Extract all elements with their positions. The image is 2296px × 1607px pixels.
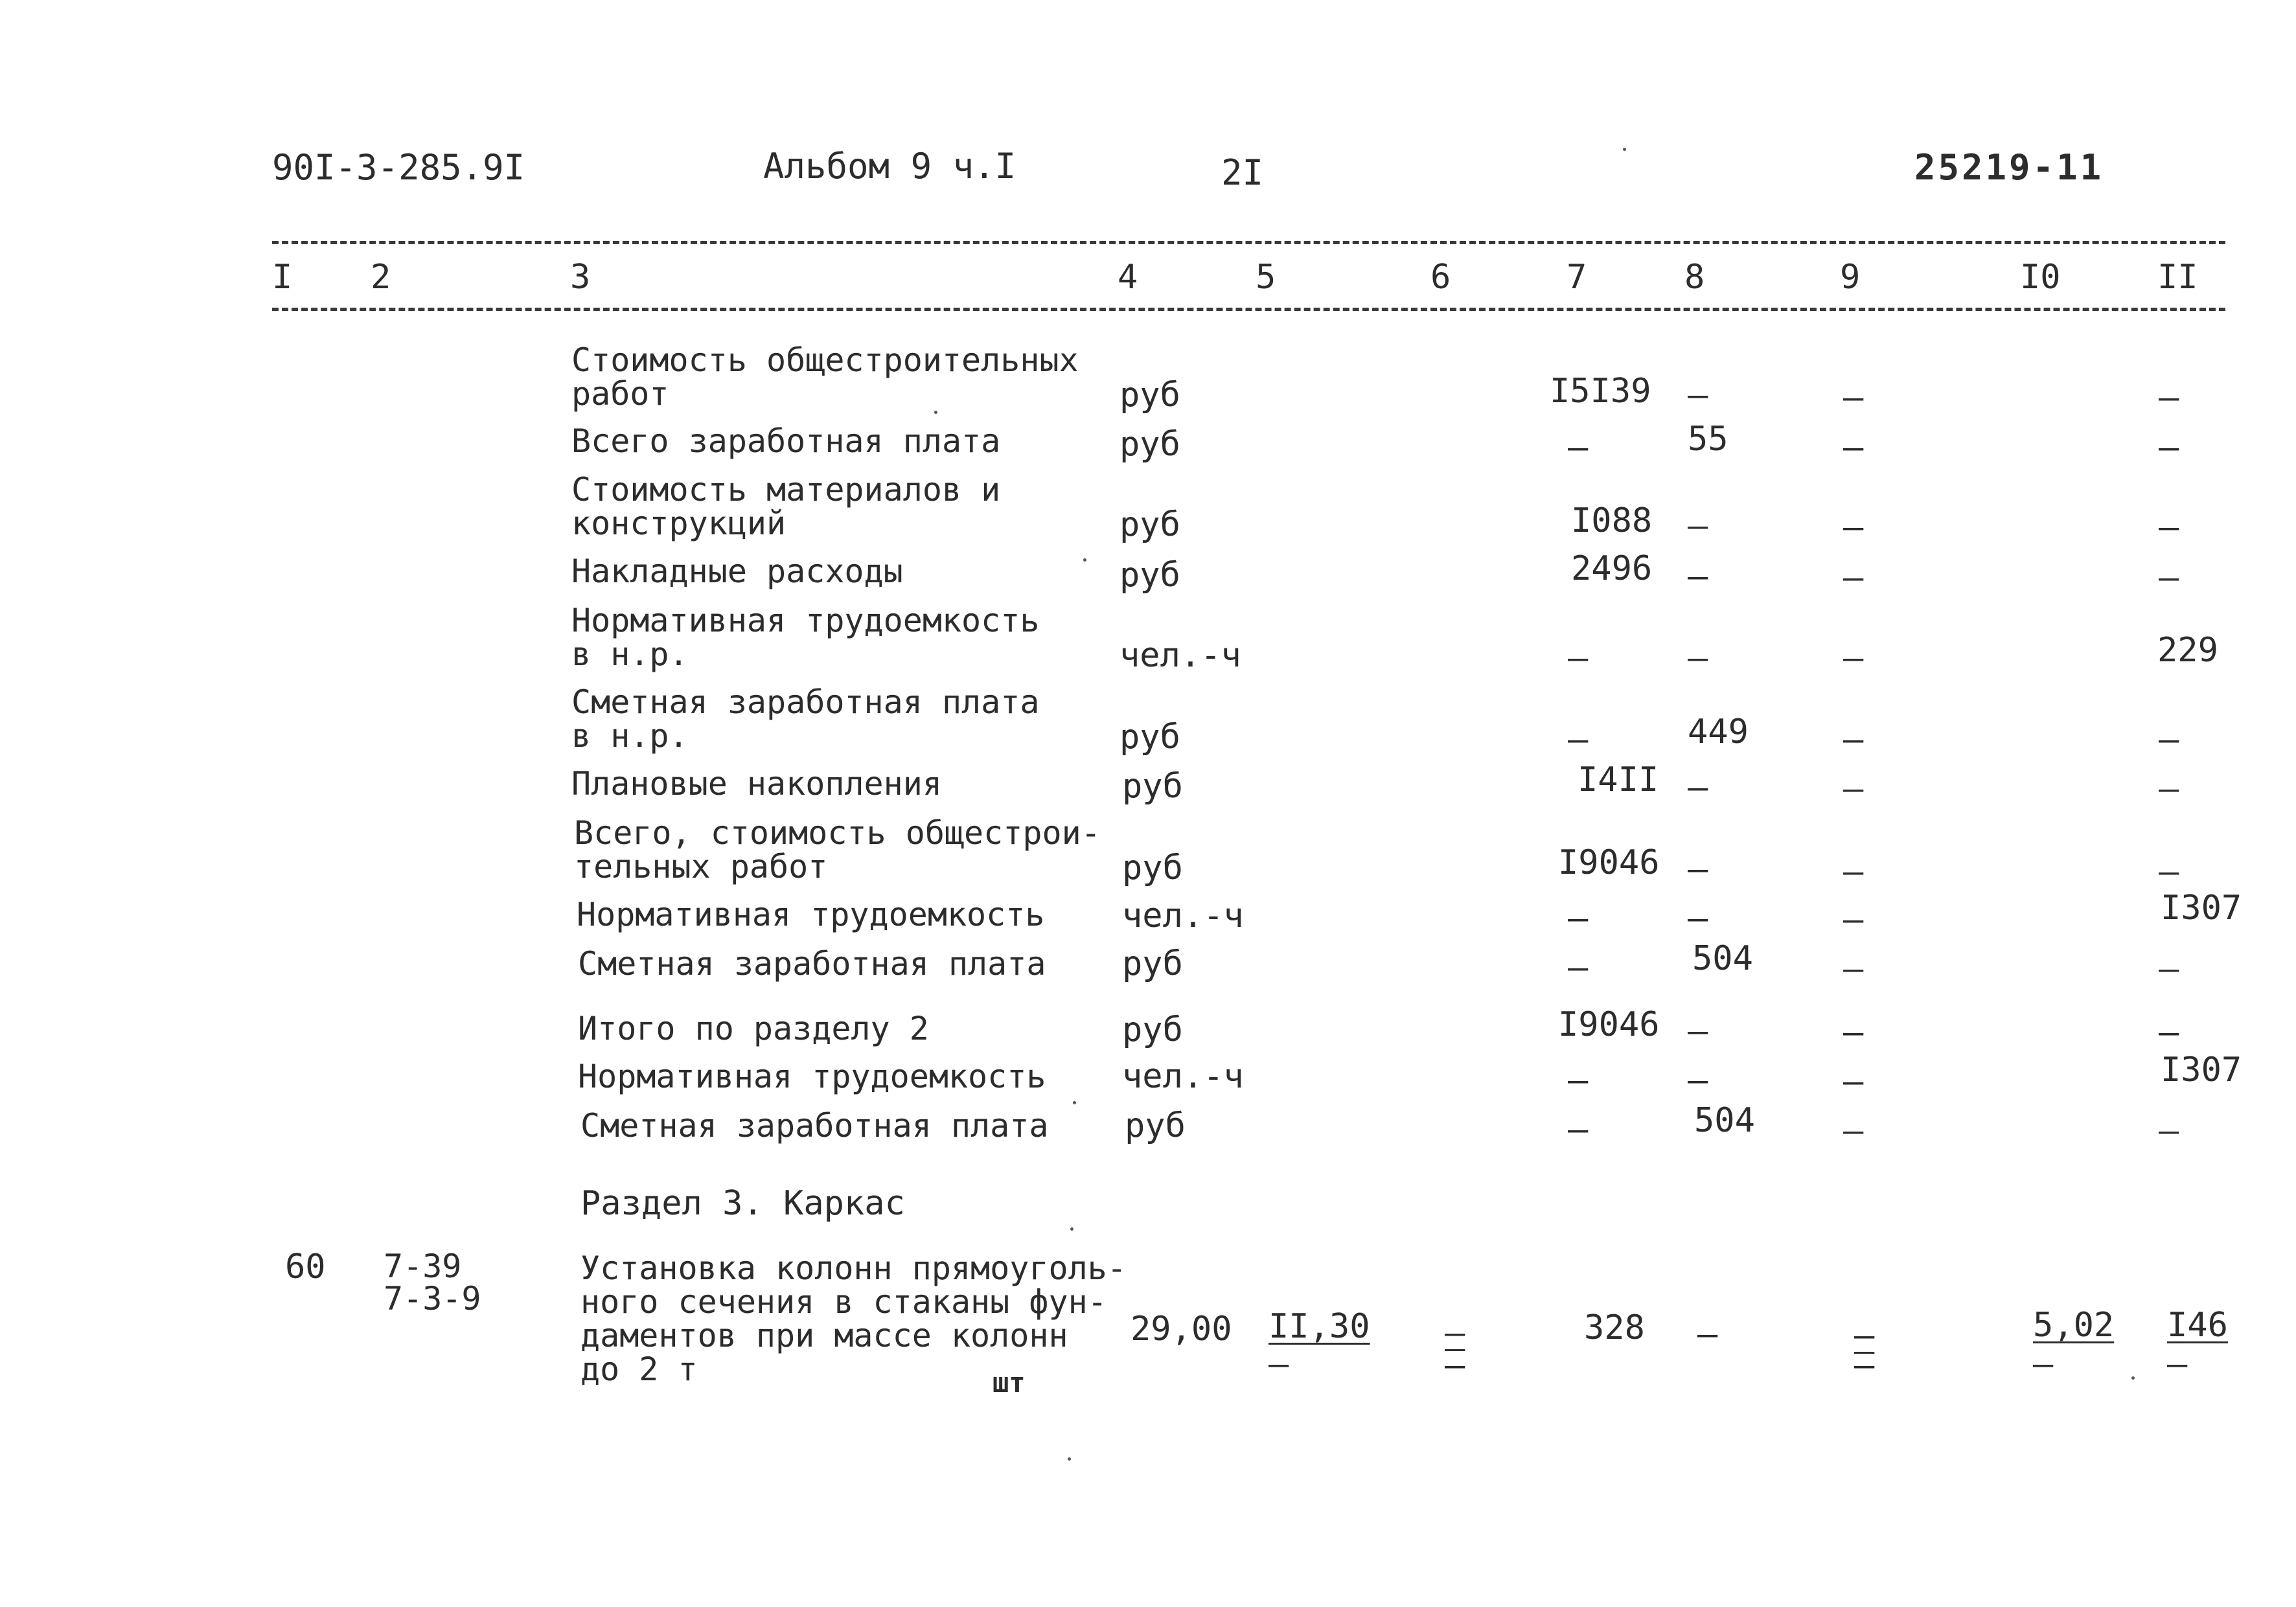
row-col8: 449 — [1688, 712, 1749, 751]
item-name: Установка колонн прямоуголь- ного сечения в стаканы фун- даментов при массе колонн до 2 т — [580, 1249, 1127, 1388]
header-rule-bottom — [272, 308, 2225, 311]
row-col9: – — [1843, 639, 1864, 678]
row-col7: – — [1568, 899, 1589, 938]
item-col5: II,30 — [1269, 1307, 1370, 1346]
row-col7: I088 — [1571, 501, 1653, 540]
item-col10-under: – — [2033, 1345, 2054, 1384]
row-name: Нормативная трудоемкость — [578, 1058, 1046, 1095]
row-name: Итого по разделу 2 — [578, 1010, 929, 1047]
page-number: 2I — [1221, 152, 1264, 193]
item-col11: I46 — [2167, 1306, 2228, 1345]
row-unit: руб — [1122, 849, 1183, 887]
row-name: Нормативная трудоемкость — [577, 896, 1045, 933]
column-header-10: I0 — [2020, 258, 2061, 297]
row-col8: 504 — [1694, 1101, 1755, 1140]
row-col11: – — [2159, 769, 2179, 808]
row-col11: – — [2159, 852, 2179, 891]
item-code: 7-39 7-3-9 — [384, 1248, 481, 1317]
row-col9: – — [1843, 1111, 1864, 1150]
row-name: Накладные расходы — [571, 553, 903, 590]
header-rule-top — [272, 241, 2225, 244]
row-name: Плановые накопления — [571, 765, 942, 803]
item-col5-under: – — [1269, 1345, 1289, 1384]
row-col8: 55 — [1688, 420, 1728, 459]
scan-speck — [934, 411, 937, 414]
row-col11: – — [2159, 1013, 2179, 1052]
row-col8: – — [1688, 1012, 1708, 1051]
row-name: Всего заработная плата — [571, 422, 1001, 460]
row-unit: руб — [1122, 944, 1183, 983]
row-col8: – — [1688, 899, 1708, 938]
scan-speck — [1623, 148, 1626, 151]
column-header-11: II — [2157, 258, 2198, 297]
section-title: Раздел 3. Каркас — [580, 1184, 905, 1223]
row-unit: руб — [1119, 556, 1180, 595]
row-col9: – — [1843, 900, 1864, 939]
item-number: 60 — [285, 1248, 326, 1286]
column-header-4: 4 — [1118, 258, 1138, 297]
row-col7: 2496 — [1571, 549, 1653, 588]
item-col11-under: – — [2167, 1345, 2188, 1384]
row-col8: – — [1688, 639, 1708, 678]
row-unit: руб — [1119, 425, 1180, 464]
row-col8: – — [1688, 376, 1708, 415]
row-unit: чел.-ч — [1122, 896, 1244, 935]
row-col8: 504 — [1692, 939, 1753, 978]
row-col11: – — [2159, 720, 2179, 759]
row-col9: – — [1843, 1062, 1864, 1101]
row-col7: – — [1568, 1110, 1589, 1149]
archive-number: 25219-11 — [1914, 147, 2104, 188]
document-code: 90I-3-285.9I — [272, 147, 525, 188]
row-col8: – — [1688, 557, 1708, 596]
item-col6: – — [1445, 1314, 1465, 1352]
row-col8: – — [1688, 768, 1708, 807]
row-col7: I4II — [1578, 760, 1659, 799]
row-unit: руб — [1125, 1106, 1186, 1145]
column-header-2: 2 — [371, 258, 391, 297]
row-col11: 229 — [2157, 631, 2218, 670]
row-col9: – — [1843, 769, 1864, 808]
column-header-3: 3 — [570, 258, 591, 297]
row-name: Стоимость общестроительных работ — [571, 341, 1079, 413]
row-name: Стоимость материалов и конструкций — [571, 471, 1001, 542]
scan-speck — [1083, 558, 1086, 562]
item-unit: шт — [993, 1367, 1026, 1398]
row-col9: – — [1843, 508, 1864, 547]
row-unit: руб — [1122, 767, 1183, 806]
row-col7: – — [1568, 428, 1589, 467]
row-col11: I307 — [2161, 889, 2242, 928]
row-col7: I9046 — [1558, 843, 1660, 882]
row-col11: – — [2159, 508, 2179, 547]
column-header-8: 8 — [1684, 258, 1705, 297]
row-name: Сметная заработная плата — [578, 945, 1046, 983]
row-col9: – — [1843, 428, 1864, 467]
column-header-7: 7 — [1567, 258, 1587, 297]
row-col7: I9046 — [1558, 1005, 1660, 1044]
row-col8: – — [1688, 1061, 1708, 1100]
column-header-9: 9 — [1840, 258, 1861, 297]
row-col11: – — [2159, 558, 2179, 597]
scan-speck — [2131, 1376, 2135, 1380]
album-label: Альбом 9 ч.I — [763, 146, 1016, 187]
column-header-1: I — [272, 258, 293, 297]
row-col7: – — [1568, 639, 1589, 678]
row-col9: – — [1843, 852, 1864, 891]
row-col8: – — [1688, 507, 1708, 545]
row-unit: чел.-ч — [1119, 636, 1241, 675]
row-col11: I307 — [2161, 1051, 2242, 1089]
item-col9: – — [1854, 1316, 1875, 1355]
row-col9: – — [1843, 378, 1864, 417]
row-col7: – — [1568, 948, 1589, 987]
row-col7: – — [1568, 720, 1589, 759]
row-name: Всего, стоимость общестрои- тельных работ — [574, 814, 1101, 885]
scan-speck — [1068, 1457, 1071, 1461]
row-col9: – — [1843, 950, 1864, 988]
row-col11: – — [2159, 428, 2179, 467]
row-col9: – — [1843, 558, 1864, 597]
item-col4: 29,00 — [1131, 1310, 1232, 1349]
item-col6-under: – — [1445, 1346, 1465, 1385]
row-col7: – — [1568, 1061, 1589, 1100]
row-name: Сметная заработная плата — [580, 1107, 1049, 1145]
row-col11: – — [2159, 378, 2179, 417]
row-name: Сметная заработная плата в н.р. — [571, 683, 1040, 755]
column-header-6: 6 — [1430, 258, 1451, 297]
item-col7: 328 — [1584, 1308, 1645, 1347]
row-name: Нормативная трудоемкость в н.р. — [571, 602, 1040, 673]
item-col10: 5,02 — [2033, 1306, 2115, 1345]
scan-speck — [1073, 1101, 1076, 1104]
row-unit: руб — [1119, 376, 1180, 415]
column-header-5: 5 — [1256, 258, 1276, 297]
item-col8: – — [1697, 1315, 1718, 1354]
scan-speck — [1070, 1227, 1073, 1231]
row-col9: – — [1843, 1013, 1864, 1052]
row-unit: чел.-ч — [1122, 1057, 1244, 1096]
row-col8: – — [1688, 850, 1708, 889]
row-col9: – — [1843, 720, 1864, 759]
row-col11: – — [2159, 1111, 2179, 1150]
row-col7: I5I39 — [1550, 372, 1651, 411]
item-col9-under: – — [1854, 1346, 1875, 1385]
row-unit: руб — [1119, 718, 1180, 757]
row-col11: – — [2159, 950, 2179, 988]
row-unit: руб — [1122, 1010, 1183, 1049]
row-unit: руб — [1119, 505, 1180, 544]
